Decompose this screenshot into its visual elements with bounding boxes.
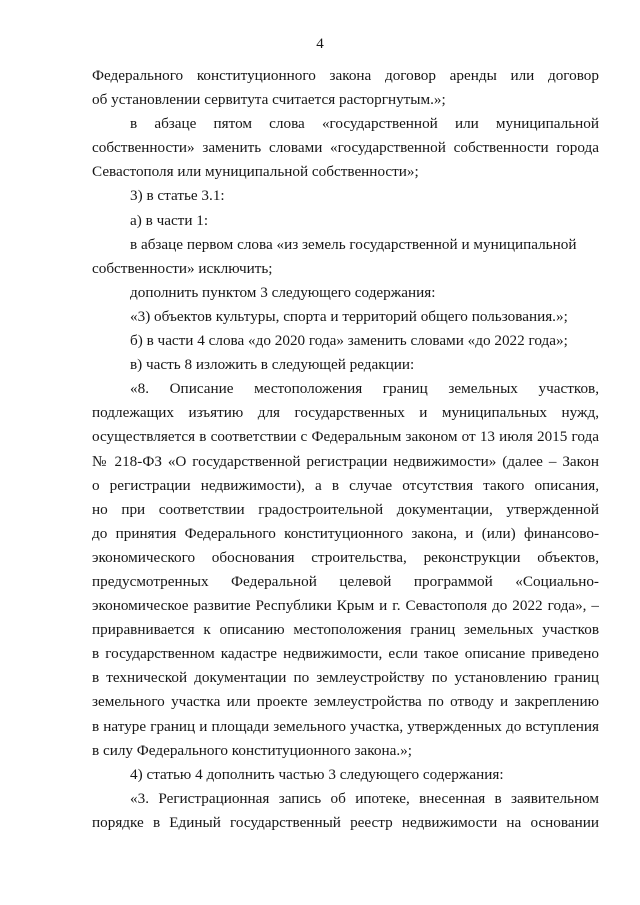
text-line: осуществляется в соответствии с Федеральным законом от 13 июля 2015 года [92, 428, 599, 446]
text-line: «3) объектов культуры, спорта и территорий общего пользования.»; [130, 307, 568, 325]
text-line: приравнивается к описанию местоположения границ земельных участков [92, 621, 599, 639]
text-line: экономическое развитие Республики Крым и г. Севастополя до 2022 года», – [92, 597, 599, 615]
text-line: о регистрации недвижимости), а в случае отсутствия такого описания, [92, 476, 599, 494]
text-line: в государственном кадастре недвижимости, если такое описание приведено [92, 645, 599, 663]
text-line: 3) в статье 3.1: [130, 187, 225, 205]
text-line: «8. Описание местоположения границ земельных участков, [130, 380, 599, 398]
text-line: в абзаце первом слова «из земель государственной и муниципальной [130, 235, 577, 253]
text-line: в силу Федерального конституционного закона.»; [92, 741, 412, 759]
text-line: дополнить пунктом 3 следующего содержания: [130, 283, 436, 301]
text-line: до принятия Федерального конституционного закона, и (или) финансово- [92, 524, 599, 542]
text-line: подлежащих изъятию для государственных и муниципальных нужд, [92, 404, 599, 422]
text-line: земельного участка или проекте землеустройства по отводу и закреплению [92, 693, 599, 711]
page-number: 4 [316, 36, 324, 52]
text-line: б) в части 4 слова «до 2020 года» заменить словами «до 2022 года»; [130, 332, 568, 350]
text-line: собственности» заменить словами «государственной собственности города [92, 139, 599, 157]
text-line: а) в части 1: [130, 211, 209, 229]
text-line: Федерального конституционного закона договор аренды или договор [92, 67, 599, 84]
text-line: предусмотренных Федеральной целевой программой «Социально- [92, 572, 599, 590]
text-line: «3. Регистрационная запись об ипотеке, внесенная в заявительном [130, 789, 599, 807]
text-line: в) часть 8 изложить в следующей редакции: [130, 356, 415, 374]
text-line: 4) статью 4 дополнить частью 3 следующего содержания: [130, 765, 504, 783]
text-line: в натуре границ и площади земельного участка, утвержденных до вступления [92, 717, 599, 735]
document-body [92, 64, 599, 835]
text-line: порядке в Единый государственный реестр недвижимости на основании [92, 813, 599, 831]
text-line: в абзаце пятом слова «государственной или муниципальной [130, 115, 599, 133]
text-line: об установлении сервитута считается расторгнутым.»; [92, 91, 446, 109]
text-line: № 218-ФЗ «О государственной регистрации недвижимости» (далее – Закон [92, 452, 599, 470]
text-line: но при соответствии градостроительной документации, утвержденной [92, 500, 599, 518]
text-line: в технической документации по землеустройству по установлению границ [92, 669, 599, 687]
text-line: экономического обоснования строительства, реконструкции объектов, [92, 548, 599, 566]
text-line: собственности» исключить; [92, 259, 273, 277]
text-line: Севастополя или муниципальной собственности»; [92, 163, 419, 181]
